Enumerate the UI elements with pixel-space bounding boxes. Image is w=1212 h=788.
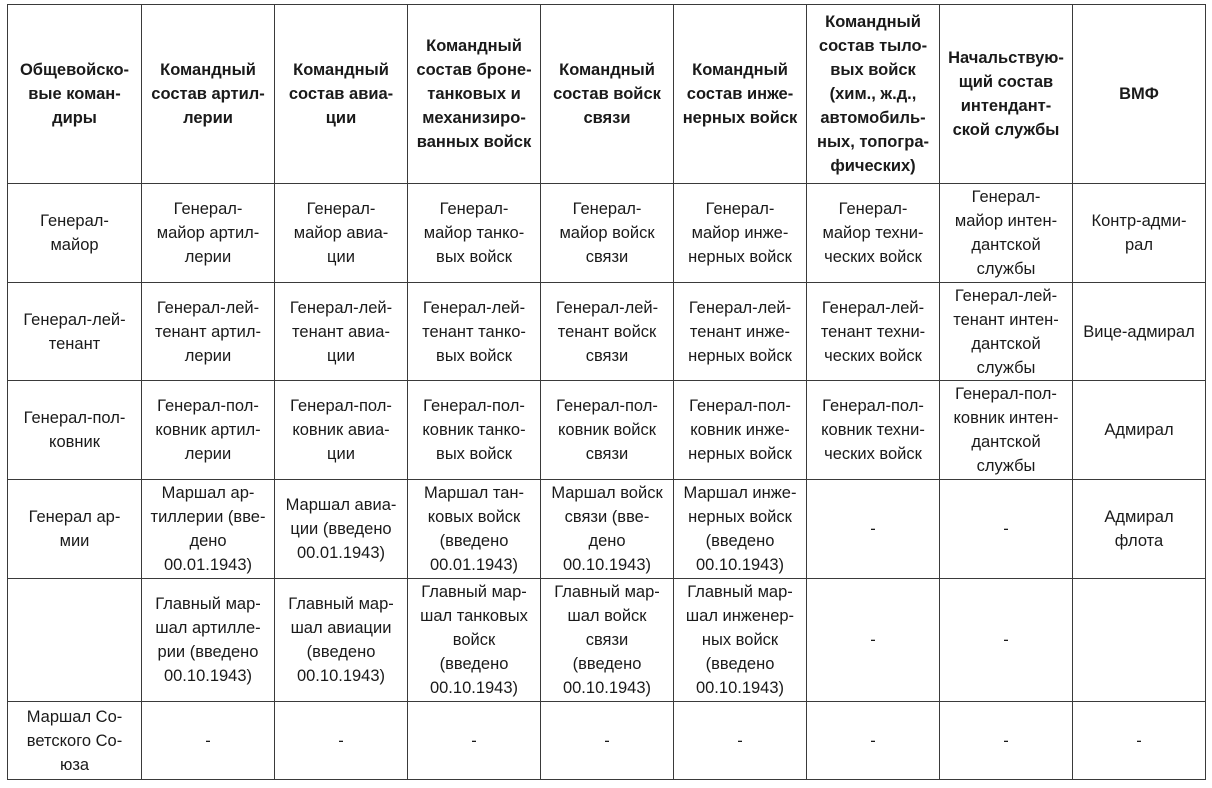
column-header: Командный состав броне- танковых и механизиро- ванных войск [408, 5, 541, 184]
table-cell: Вице-адмирал [1073, 283, 1206, 381]
table-cell: Генерал-лей- тенант инже- нерных войск [674, 283, 807, 381]
table-cell: Генерал-лей- тенант танко- вых войск [408, 283, 541, 381]
table-cell: Генерал- майор танко- вых войск [408, 184, 541, 283]
table-cell: Генерал-лей- тенант техни- ческих войск [807, 283, 940, 381]
table-cell: Главный мар- шал артилле- рии (введено 00.10.1943) [142, 579, 275, 702]
table-cell: Генерал-пол- ковник авиа- ции [275, 381, 408, 480]
table-row [8, 184, 1206, 283]
table-cell: - [275, 702, 408, 780]
table-cell: Генерал- майор артил- лерии [142, 184, 275, 283]
table-cell: - [940, 702, 1073, 780]
table-row [8, 381, 1206, 480]
table-cell: Маршал ар- тиллерии (вве- дено 00.01.1943) [142, 480, 275, 579]
table-cell: Генерал- майор войск связи [541, 184, 674, 283]
table-cell: - [807, 702, 940, 780]
table-cell: Генерал- майор авиа- ции [275, 184, 408, 283]
table-cell: - [674, 702, 807, 780]
table-cell: Маршал Со- ветского Со- юза [8, 702, 142, 780]
table-cell: Адмирал флота [1073, 480, 1206, 579]
table-cell: Главный мар- шал инженер- ных войск (введено 00.10.1943) [674, 579, 807, 702]
table-cell: Маршал тан- ковых войск (введено 00.01.1943) [408, 480, 541, 579]
column-header: Командный состав артил- лерии [142, 5, 275, 184]
column-header: Командный состав тыло- вых войск (хим., ж.д., автомобиль- ных, топогра- фических) [807, 5, 940, 184]
table-cell: Генерал- майор техни- ческих войск [807, 184, 940, 283]
table-cell: - [940, 480, 1073, 579]
table-cell: - [807, 579, 940, 702]
ranks-table [7, 4, 1206, 780]
table-cell: - [541, 702, 674, 780]
header-row [8, 5, 1206, 184]
table-cell: Адмирал [1073, 381, 1206, 480]
table-cell: Маршал авиа- ции (введено 00.01.1943) [275, 480, 408, 579]
table-cell: Контр-адми- рал [1073, 184, 1206, 283]
table-cell: Генерал-пол- ковник техни- ческих войск [807, 381, 940, 480]
column-header: Начальствую- щий состав интендант- ской службы [940, 5, 1073, 184]
table-cell: Маршал инже- нерных войск (введено 00.10.1943) [674, 480, 807, 579]
table-cell: Генерал-пол- ковник интен- дантской службы [940, 381, 1073, 480]
table-row [8, 283, 1206, 381]
table-cell: Главный мар- шал танковых войск (введено 00.10.1943) [408, 579, 541, 702]
table-cell: Генерал-пол- ковник танко- вых войск [408, 381, 541, 480]
table-cell: Генерал-пол- ковник артил- лерии [142, 381, 275, 480]
table-cell: Генерал-пол- ковник инже- нерных войск [674, 381, 807, 480]
column-header: Командный состав инже- нерных войск [674, 5, 807, 184]
table-cell: Генерал- майор интен- дантской службы [940, 184, 1073, 283]
table-cell: - [940, 579, 1073, 702]
table-row [8, 480, 1206, 579]
table-cell: Главный мар- шал авиации (введено 00.10.1943) [275, 579, 408, 702]
table-row [8, 579, 1206, 702]
table-cell: Генерал-лей- тенант артил- лерии [142, 283, 275, 381]
column-header: Общевойско- вые коман- диры [8, 5, 142, 184]
table-cell: - [142, 702, 275, 780]
table-cell: Главный мар- шал войск связи (введено 00.10.1943) [541, 579, 674, 702]
table-cell: Генерал-лей- тенант [8, 283, 142, 381]
table-cell: Генерал-лей- тенант авиа- ции [275, 283, 408, 381]
table-cell: Генерал-лей- тенант интен- дантской службы [940, 283, 1073, 381]
table-cell: Генерал- майор [8, 184, 142, 283]
column-header: Командный состав авиа- ции [275, 5, 408, 184]
table-cell: Генерал-пол- ковник войск связи [541, 381, 674, 480]
table-cell: Генерал- майор инже- нерных войск [674, 184, 807, 283]
table-cell: Генерал-лей- тенант войск связи [541, 283, 674, 381]
table-cell: - [408, 702, 541, 780]
table-cell: Генерал ар- мии [8, 480, 142, 579]
column-header: Командный состав войск связи [541, 5, 674, 184]
column-header: ВМФ [1073, 5, 1206, 184]
table-cell: - [1073, 702, 1206, 780]
table-cell: Генерал-пол- ковник [8, 381, 142, 480]
table-cell: Маршал войск связи (вве- дено 00.10.1943) [541, 480, 674, 579]
table-cell [8, 579, 142, 702]
table-cell [1073, 579, 1206, 702]
table-cell: - [807, 480, 940, 579]
table-row [8, 702, 1206, 780]
